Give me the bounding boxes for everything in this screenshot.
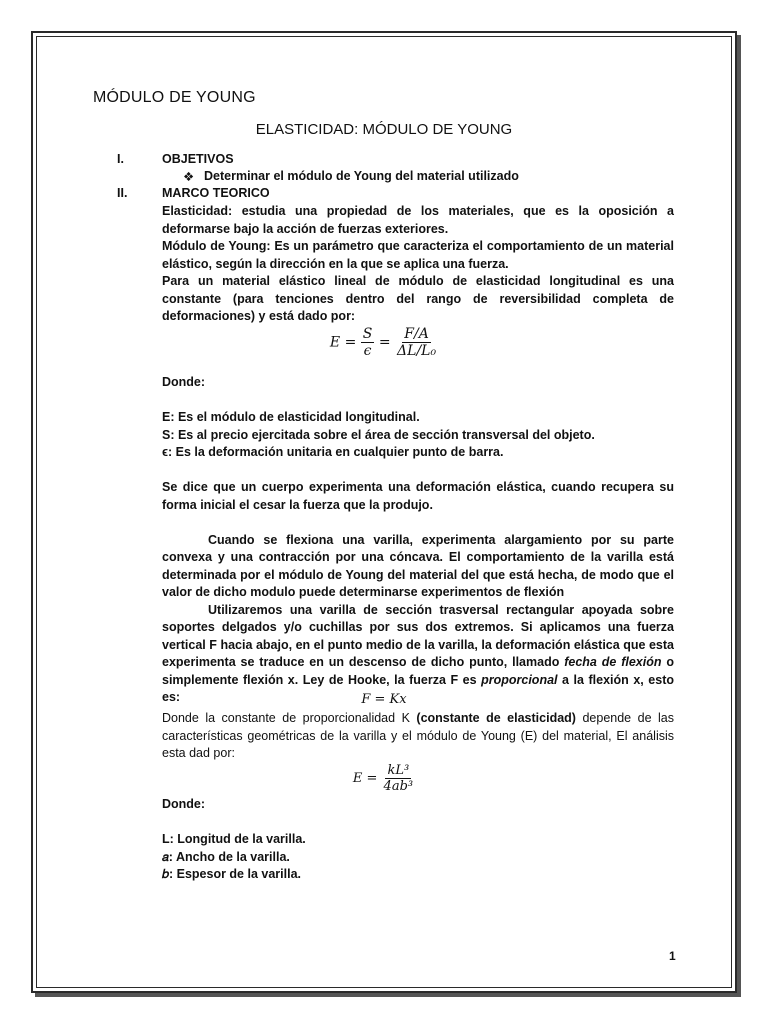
page-shadow-bottom — [35, 993, 741, 997]
page-shadow-right — [737, 35, 741, 997]
objective-item — [183, 169, 519, 184]
section-number-1: I. — [117, 152, 124, 166]
definitions-block-2 — [162, 796, 674, 884]
definitions-block-1 — [162, 374, 674, 707]
formula1-lhs: E = — [329, 334, 357, 351]
paragraph-constante: Donde la constante de proporcionalidad K (constante de elasticidad) depende de las características geométricas de la varilla y el módulo de Young (E) del material, El análisis esta dad por: — [162, 711, 674, 760]
definition-b: 𝑏: Espesor de la varilla. — [162, 867, 301, 881]
term-fecha-flexion: fecha de flexión — [564, 655, 662, 669]
term-proporcional: proporcional — [481, 672, 558, 687]
section-title-objetivos: OBJETIVOS — [162, 152, 234, 166]
formula1-stress-over-strain — [395, 326, 438, 359]
diamond-bullet-icon: ❖ — [183, 170, 195, 184]
definition-a: 𝑎: Ancho de la varilla. — [162, 849, 290, 864]
formula1-eps: ϵ — [363, 343, 372, 359]
formula3-lhs: E = — [352, 771, 378, 786]
formula1-s-over-eps — [361, 326, 375, 359]
formula1-eq: = — [378, 334, 391, 351]
formula-hooke: F = Kx — [361, 692, 407, 707]
donde-label: Donde: — [162, 375, 206, 389]
objective-text: Determinar el módulo de Young del material utilizado — [204, 169, 519, 183]
paragraph-flexion: Cuando se flexiona una varilla, experimenta alargamiento por su parte convexa y una contracción por una cóncava. El comportamiento de la varilla está determinada por el módulo de Young del material del que está hecha, de modo que el valor de dicho modulo puede determinarse experimentos de flexión — [162, 532, 674, 599]
formula3-den: 4ab³ — [383, 779, 414, 794]
theory-block-1 — [162, 203, 674, 326]
paragraph-elasticidad: Elasticidad: estudia una propiedad de los materiales, que es la oposición a deformarse bajo la acción de fuerzas exteriores. — [162, 204, 674, 236]
formula3-num: kL³ — [387, 763, 410, 778]
formula1-A: /A — [413, 326, 429, 342]
formula-young-modulus — [0, 326, 768, 359]
theory-block-2 — [162, 710, 674, 763]
page-number: 1 — [669, 949, 676, 963]
definition-eps: ϵ: Es la deformación unitaria en cualquier punto de barra. — [162, 445, 504, 459]
formula3-fraction — [382, 763, 416, 794]
definition-s: S: Es al precio ejercitada sobre el área de sección transversal del objeto. — [162, 427, 595, 442]
formula1-dL: ΔL — [397, 343, 417, 359]
paragraph-modulo-young: Módulo de Young: Es un parámetro que caracteriza el comportamiento de un material elástico, según la dirección en la que se aplica una fuerza. — [162, 239, 674, 271]
paragraph-varilla: Utilizaremos una varilla de sección trasversal rectangular apoyada sobre soportes delgados y/o cuchillas por sus dos extremos. Si aplicamos una fuerza vertical F hacia abajo, en el punto medio de la varilla, la deformación elástica que esta experimenta se traduce en un descenso de dicho punto, llamado fecha de flexión o simplemente flexión x. Ley de Hooke, la fuerza F es proporcional a la flexión x, esto es: — [162, 602, 675, 704]
section-title-marco-teorico: MARCO TEORICO — [162, 186, 270, 200]
paragraph-material-elastico: Para un material elástico lineal de módulo de elasticidad longitudinal es una constante (para tenciones dentro del rango de reversibilidad completa de deformaciones) y está dado por: — [162, 274, 674, 323]
formula-flexion-modulus — [0, 763, 768, 794]
donde-label-2: Donde: — [162, 797, 206, 811]
paragraph-deformacion: Se dice que un cuerpo experimenta una deformación elástica, cuando recupera su forma inicial el cesar la fuerza que la produjo. — [162, 480, 674, 512]
section-number-2: II. — [117, 186, 128, 200]
definition-e: E: Es el módulo de elasticidad longitudinal. — [162, 410, 420, 424]
formula1-L0: /L₀ — [416, 343, 437, 359]
formula1-s: S — [362, 326, 373, 342]
formula1-F: F — [404, 326, 414, 342]
document-heading: MÓDULO DE YOUNG — [93, 89, 256, 106]
definition-l: L: Longitud de la varilla. — [162, 832, 306, 846]
document-title: ELASTICIDAD: MÓDULO DE YOUNG — [255, 121, 513, 138]
